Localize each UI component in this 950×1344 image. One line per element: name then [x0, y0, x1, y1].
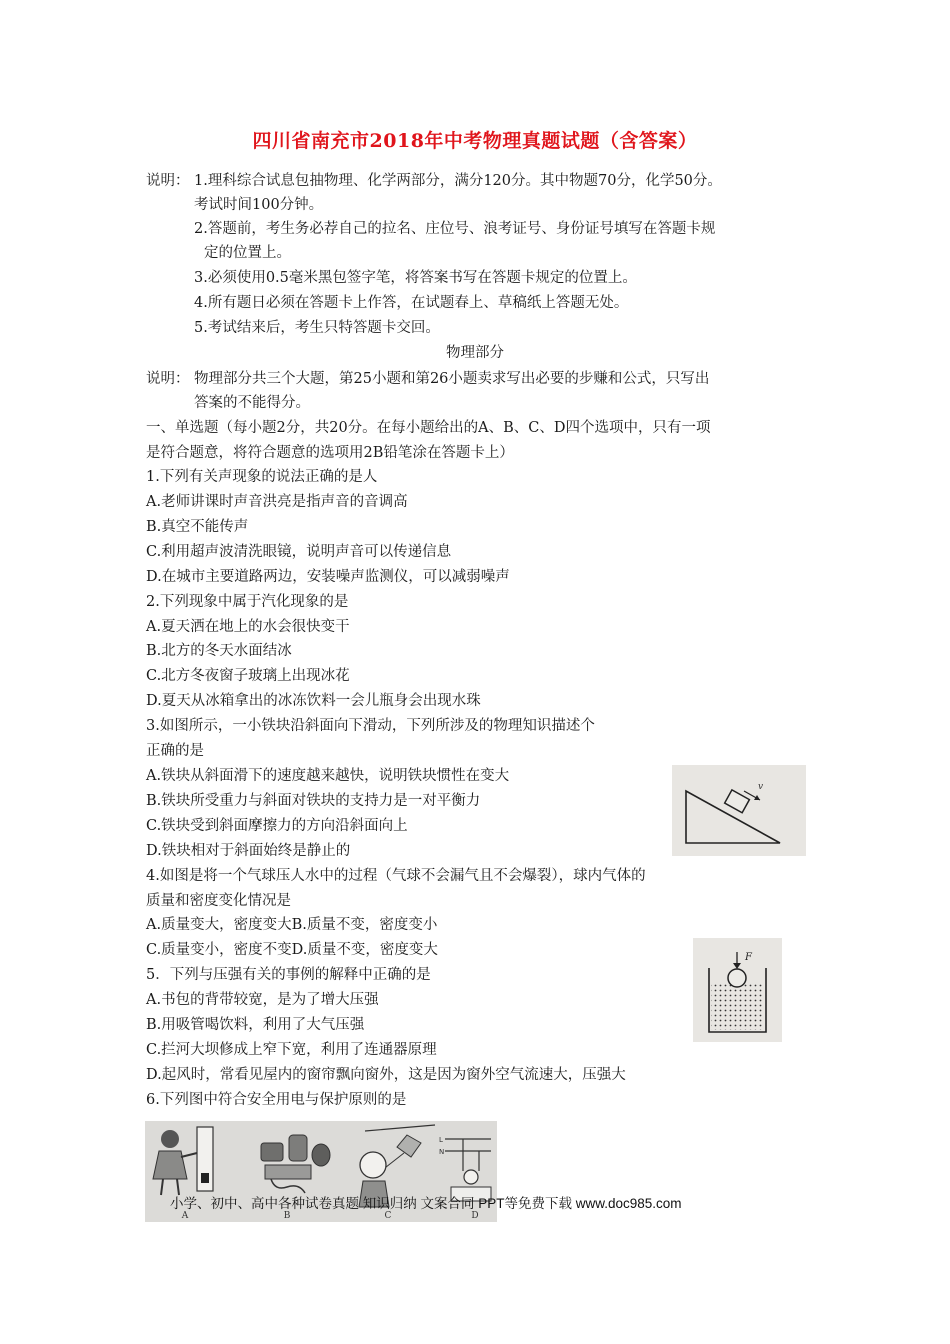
physics-note-line: 物理部分共三个大题，第25小题和第26小题卖求写出必要的步赚和公式，只写出 [194, 371, 710, 387]
panel-a-illustration [153, 1127, 213, 1195]
question-option: C.质量变小，密度不变D.质量不变，密度变大 [146, 942, 438, 958]
question-option: C.利用超声波清洗眼镜，说明声音可以传递信息 [146, 544, 452, 560]
intro-item: 1.理科综合试息包抽物理、化学两部分，满分120分。其中物题70分，化学50分。 [194, 173, 722, 189]
question-stem: 5．下列与压强有关的事例的解释中正确的是 [146, 967, 431, 983]
intro-item: 3.必须使用0.5毫米黑包签字笔，将答案书写在答题卡规定的位置上。 [194, 270, 637, 286]
part1-heading: 一、单选题（每小题2分，共20分。在每小题给出的A、B、C、D四个选项中，只有一项 [146, 420, 711, 436]
question-option: A.铁块从斜面滑下的速度越来越快，说明铁块惯性在变大 [146, 768, 510, 784]
question-stem: 质量和密度变化情况是 [146, 893, 291, 909]
question-option: D.夏天从冰箱拿出的冰冻饮料一会儿瓶身会出现水珠 [146, 693, 481, 709]
question-option: C.铁块受到斜面摩擦力的方向沿斜面向上 [146, 818, 408, 834]
question-option: D.起风时，常看见屋内的窗帘飘向窗外，这是因为窗外空气流速大，压强大 [146, 1067, 626, 1083]
physics-note-line: 答案的不能得分。 [194, 395, 310, 411]
force-label: F [745, 952, 752, 963]
section-title: 物理部分 [446, 345, 504, 361]
svg-text:L: L [439, 1136, 443, 1144]
question-option: A.书包的背带较宽，是为了增大压强 [146, 992, 379, 1008]
balloon-diagram [693, 938, 782, 1042]
question-stem: 4.如图是将一个气球压人水中的过程（气球不会漏气且不会爆裂），球内气体的 [146, 868, 646, 884]
question-option: B.北方的冬天水面结冰 [146, 643, 292, 659]
velocity-label: v [758, 782, 764, 792]
question-option: B.真空不能传声 [146, 519, 249, 535]
intro-item: 4.所有题日必须在答题卡上作答，在试题春上、草稿纸上答题无处。 [194, 295, 629, 311]
question-option: B.铁块所受重力与斜面对铁块的支持力是一对平衡力 [146, 793, 481, 809]
incline-figure [672, 765, 806, 856]
panel-label: A [181, 1211, 189, 1221]
question-option: A.老师讲课时声音洪亮是指声音的音调高 [146, 494, 408, 510]
svg-text:N: N [439, 1148, 445, 1156]
panel-label: D [471, 1211, 479, 1221]
question-stem: 1.下列有关声现象的说法正确的是人 [146, 469, 378, 485]
question-stem: 3.如图所示，一小铁块沿斜面向下滑动，下列所涉及的物理知识描述个 [146, 718, 595, 734]
intro-item: 5.考试结来后，考生只特答题卡交回。 [194, 320, 440, 336]
incline-diagram [672, 765, 806, 856]
question-option: D.在城市主要道路两边，安装噪声监测仪，可以减弱噪声 [146, 569, 510, 585]
question-stem: 6.下列图中符合安全用电与保护原则的是 [146, 1092, 407, 1108]
intro-item: 定的位置上。 [204, 245, 291, 261]
question-option: C.拦河大坝修成上窄下宽，利用了连通器原理 [146, 1042, 437, 1058]
intro-item: 2.答题前，考生务必荐自己的拉名、庄位号、浪考证号、身份证号填写在答题卡规 [194, 221, 716, 237]
page-title: 四川省南充市2018年中考物理真题试题（含答案） [252, 130, 698, 152]
question-option: A.质量变大，密度变大B.质量不变，密度变小 [146, 917, 438, 933]
balloon-figure [693, 938, 782, 1042]
part1-heading: 是符合题意，将符合题意的选项用2B铅笔涂在答题卡上） [146, 445, 514, 461]
intro-item: 考试时间100分钟。 [194, 197, 324, 213]
panel-b-illustration [261, 1135, 330, 1193]
intro-label: 说明： [146, 173, 190, 189]
question-option: D.铁块相对于斜面始终是静止的 [146, 843, 351, 859]
question-stem: 正确的是 [146, 743, 204, 759]
question-stem: 2.下列现象中属于汽化现象的是 [146, 594, 349, 610]
question-option: B.用吸管喝饮料，利用了大气压强 [146, 1017, 365, 1033]
footer-watermark: 小学、初中、高中各种试卷真题 知识归纳 文案合同 PPT等免费下载 www.doc985.com [170, 1196, 682, 1211]
question-option: C.北方冬夜窗子玻璃上出现冰花 [146, 668, 350, 684]
panel-label: C [384, 1211, 392, 1221]
panel-label: B [283, 1211, 291, 1221]
question-option: A.夏天洒在地上的水会很快变干 [146, 619, 350, 635]
physics-note-label: 说明： [146, 371, 190, 387]
